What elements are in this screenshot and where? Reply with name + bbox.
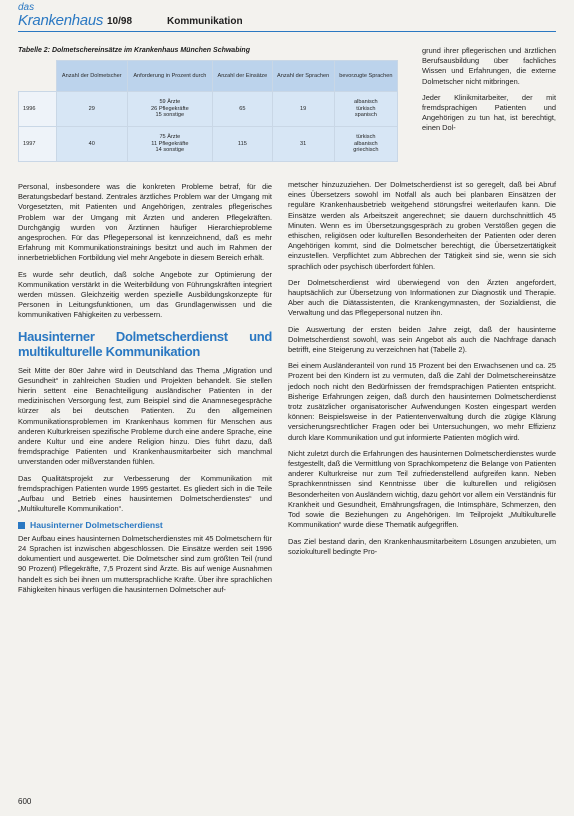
table-cell (127, 92, 213, 127)
right-column (288, 180, 556, 563)
table-row (19, 127, 398, 162)
square-bullet-icon (18, 522, 25, 529)
table-header-cell: Anzahl der Dolmetscher (57, 61, 128, 92)
right-top-column (422, 46, 556, 140)
subheading-text: Hausinterner Dolmetscherdienst (30, 520, 163, 531)
logo-line-2: Krankenhaus (18, 12, 104, 29)
table-cell (334, 92, 397, 127)
table-cell: 19 (272, 92, 334, 127)
section-rubric: Kommunikation (167, 16, 243, 27)
table-cell-line: spanisch (354, 112, 377, 119)
table-cell-line: 59 Ärzte (159, 98, 181, 105)
logo-line-1: das (18, 2, 35, 13)
page-number: 600 (18, 797, 32, 806)
paragraph: Es wurde sehr deutlich, daß solche Angebote zur Optimierung der Kommunikation verstärkt in die Weiterbildung von Führungskräften integriert werden müssen. Gleichzeitig werden spezielle Ausbildungskonzepte für Personen in Leitungsfunktionen, um das Grundlagenwissen und die kommunikativen Fähigkeiten zu verbessern. (18, 269, 272, 320)
table-cell: 31 (272, 127, 334, 162)
paragraph: grund ihrer pflegerischen und ärztlichen Berufsausbildung über fachliches Wissen und Erfahrungen, die externe Dolmetscher nicht mitbringen. (422, 46, 556, 86)
table-cell-line: türkisch (356, 133, 376, 140)
table-cell: 65 (213, 92, 272, 127)
journal-logo (18, 3, 103, 28)
table-cell: 40 (57, 127, 128, 162)
table-header-empty (19, 61, 57, 92)
paragraph: Das Qualitätsprojekt zur Verbesserung der Kommunikation mit fremdsprachigen Patienten wurde 1995 gestartet. Es gliedert sich in die Teile „Aufbau und Betrieb eines hausinternen Dolmetscherdienstes“ und „Multikulturelle Kommunikation“. (18, 473, 272, 514)
paragraph: Nicht zuletzt durch die Erfahrungen des hausinternen Dolmetscherdienstes wurde festgestellt, daß die Vermittlung von Sprachkompetenz die Belange von Patienten anderer Kulturkreise nur zum Teil zufriedenstellend aufgreifen kann. Neben Sprachkenntnissen sind Kenntnisse über die kulturellen und religiösen Besonderheiten von Ausländern wichtig, dazu gehört vor allem ein Verständnis für Krankheit und Gesundheit, Ernährungsfragen, die Intimsphäre, Schmerzen, den Tod sowie die Beziehungen zu Angehörigen. Im Teilprojekt „Multikulturelle Kommunikation“ wurde diese Thematik aufgegriffen. (288, 448, 556, 530)
header-rule (18, 31, 556, 32)
paragraph: Die Auswertung der ersten beiden Jahre zeigt, daß der hausinterne Dolmetscherdienst sowohl, was sein Angebot als auch die Nachfrage danach betrifft, eine Steigerung zu verzeichnen hat (Tabelle 2). (288, 324, 556, 355)
paragraph: Bei einem Ausländeranteil von rund 15 Prozent bei den Erwachsenen und ca. 25 Prozent bei den Kindern ist zu vermuten, daß die Zahl der Dolmetschereinsätze jedoch noch nicht den Bedürfnissen der fremdsprachigen Patienten entspricht. Bisherige Erfahrungen zeigen, daß durch den hausinternen Dolmetscherdienst trotz zusätzlicher organisatorischer Aufwendungen Kosten eingespart werden können: Beispielsweise in der Patientenverwaltung durch die zügige Klärung versicherungsrechtlicher Fragen oder bei Untersuchungen, wo mehr Effizienz durch klare Kommunikation und gut informierte Patienten möglich wird. (288, 361, 556, 442)
table-row (19, 92, 398, 127)
table-cell (334, 127, 397, 162)
table-cell-line: griechisch (353, 147, 379, 154)
paragraph: Jeder Klinikmitarbeiter, der mit fremdsprachigen Patienten und Angehörigen zu tun hat, ist berechtigt, einen Dol- (422, 92, 556, 133)
table-cell-line: albanisch (354, 140, 378, 147)
table-cell-line: albanisch (354, 98, 378, 105)
table-header-cell: bevorzugte Sprachen (334, 61, 397, 92)
table-cell-line: 11 Pflegekräfte (151, 140, 189, 147)
table-header-cell: Anzahl der Einsätze (213, 61, 272, 92)
paragraph: metscher hinzuzuziehen. Der Dolmetscherdienst ist so geregelt, daß bei Abruf eines Übersetzers sowohl im Notfall als auch bei planbaren Einsätzen der reguläre Krankenhausbetrieb weitgehend störungsfrei weiterlaufen kann. Die Einsätze werden als Arbeitszeit angerechnet; sie dauern durchschnittlich 45 Minuten. Wenn es im Übersetzungsgespräch zu groben Verstößen gegen die ethischen, religiösen oder kulturellen Besonderheiten der Patienten oder deren Angehörigen kommt, sind die Dolmetscher berechtigt, die Übersetzertätigkeit einzustellen. Verpflichtet zum Abbrechen der Tätigkeit sind sie, wenn sie sich sprachlich oder psychisch überfordert fühlen. (288, 180, 556, 271)
table-cell-year: 1996 (19, 92, 57, 127)
left-column (18, 182, 272, 601)
table-cell-year: 1997 (19, 127, 57, 162)
table-header-cell: Anforderung in Prozent durch (127, 61, 213, 92)
table-cell-line: 14 sonstige (155, 147, 185, 154)
issue-number: 10/98 (107, 16, 133, 27)
paragraph: Der Aufbau eines hausinternen Dolmetscherdienstes mit 45 Dolmetschern für 24 Sprachen ist inzwischen abgeschlossen. Die Einsätze werden seit 1996 dokumentiert und ausgewertet. Die Dolmetscher sind zum größten Teil (rund 90 Prozent) Pflegekräfte, 7,5 Prozent sind Ärzte. Bis auf wenige Ausnahmen handelt es sich bei ihnen um muttersprachliche Kräfte. Über ihre sprachlichen Fähigkeiten hinaus verfügen die hausinternen Dolmetscher auf- (18, 533, 272, 594)
paragraph: Der Dolmetscherdienst wird überwiegend von den Ärzten angefordert, hauptsächlich zur Übersetzung von Informationen zur Diagnostik und Therapie. Aber auch die Diätassistenten, die Krankengymnasten, der Sozialdienst, die Verwaltung und das Pflegepersonal nutzen ihn. (288, 277, 556, 318)
table-cell-line: 15 sonstige (155, 112, 185, 119)
table-cell-line: türkisch (356, 105, 376, 112)
data-table (18, 60, 398, 162)
paragraph: Seit Mitte der 80er Jahre wird in Deutschland das Thema „Migration und Gesundheit“ in zahlreichen Studien und Projekten behandelt. Sie stellen hierin settent eine Benachteiligung ausländischer Patienten in der medizinischen Versorgung fest, zum Beispiel sind die Anamnesegespräche kürzer als bei deutschen Patienten. Zu den allgemeinen Kommunikationsproblemen im Krankenhaus kommen für Menschen aus anderen Kulturkreisen spezifische Probleme durch eine andere Sprache, eine andere Kultur und eine andere Religion hinzu. Dies führt dazu, daß fremdsprachige Patienten und Krankenhausmitarbeiter sich manchmal unverstanden oder mißverstanden fühlen. (18, 365, 272, 467)
table-cell (127, 127, 213, 162)
subheading (18, 520, 272, 530)
table-cell: 29 (57, 92, 128, 127)
paragraph: Personal, insbesondere was die konkreten Probleme betraf, für die Beratungsbedarf bestand. Zentrales ärztliches Problem war der Umgang mit Vorgesetzten, mit Patienten und Angehörigen, zentrales pflegerisches Problem war der Umgang mit Ärzten und anderen Pflegekräften. Durchgängig wurden von Ärztinnen häufiger Hierarchieprobleme angesprochen. Für das Pflegepersonal ist kennzeichnend, daß es mehr Erfahrung mit Kommunikationstrainings besitzt und auch im Rahmen der innerbetrieblichen Fortbildung viel mehr Angebote in diesem Bereich erhält. (18, 182, 272, 263)
table-cell: 115 (213, 127, 272, 162)
table-header-cell: Anzahl der Sprachen (272, 61, 334, 92)
table-caption: Tabelle 2: Dolmetschereinsätze im Krankenhaus München Schwabing (18, 47, 250, 54)
table-header-row (19, 61, 398, 92)
paragraph: Das Ziel bestand darin, den Krankenhausmitarbeitern Lösungen anzubieten, um soziokulturell bedingte Pro- (288, 536, 556, 556)
section-heading: Hausinterner Dolmetscherdienst und multikulturelle Kommunikation (18, 328, 272, 359)
table-cell-line: 26 Pflegekräfte (151, 105, 189, 112)
table-cell-line: 75 Ärzte (159, 133, 181, 140)
